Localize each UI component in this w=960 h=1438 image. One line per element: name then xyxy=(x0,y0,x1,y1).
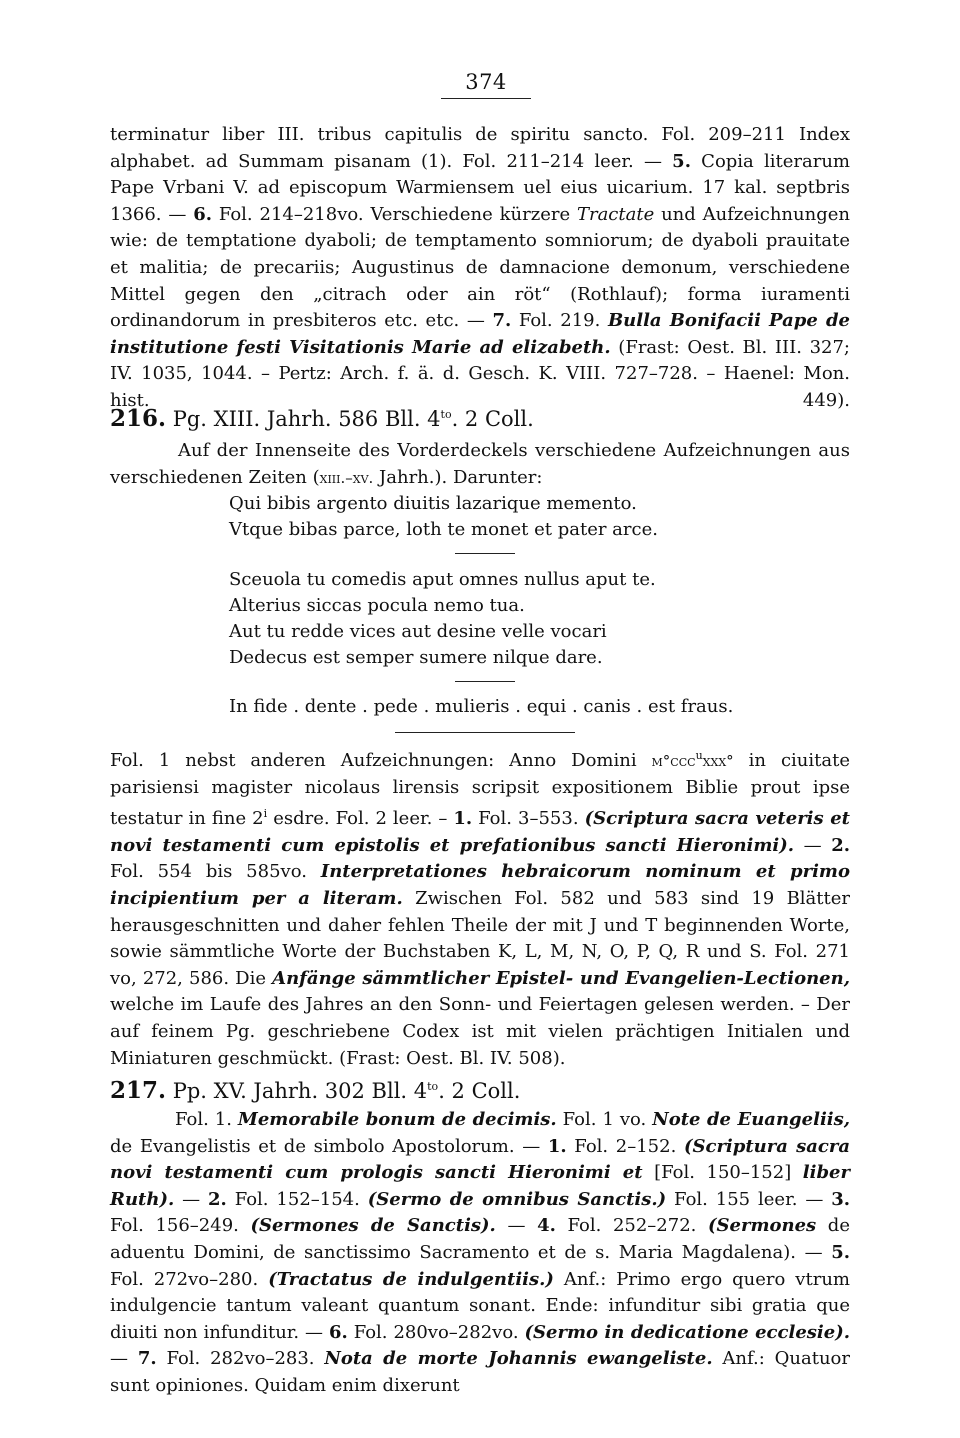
italic-term: Tractate xyxy=(576,203,655,225)
text-segment: und Aufzeichnungen wie: de temptatione dyaboli; de temptamento somniorum; de dyaboli prauitate et malitia; de precariis; Augustinus de damnacione demonum, verschiedene Mittel gegen den „citrach oder ain röt“ (Rothlauf); forma iuramenti ordinandorum in presbiteros etc. etc. — xyxy=(110,203,850,332)
entry-217-heading xyxy=(110,1073,850,1105)
text-segment: (Frast: Oest. Bl. III. 327; IV. 1035, 1044. – Pertz: Arch. f. ä. d. Gesch. K. VIII. 727–728. – Haenel: Mon. hist. 449). xyxy=(110,336,850,411)
small-caps-date: xxx° xyxy=(702,752,734,770)
text-segment: Fol. 3–553. xyxy=(472,808,585,830)
text-segment: Fol. 214–218vo. Verschiedene kürzere xyxy=(212,203,577,225)
item-number: 1. xyxy=(453,808,473,830)
text-segment: Fol. 554 bis 585vo. xyxy=(110,861,321,883)
work-title: Anfänge sämmtlicher Epistel- und Evangelien-Lectionen, xyxy=(272,967,850,989)
work-title: Bulla Bonifacii Pape de institutione festi Visitationis Marie ad elizabeth. xyxy=(110,310,850,358)
text-segment: welche im Laufe des Jahres an den Sonn- und Feiertagen gelesen werden. – Der auf feinem Pg. geschriebene Codex ist mit vielen prächtigen Initialen und Miniaturen geschmückt. (Frast: Oest. Bl. IV. 508). xyxy=(110,994,850,1069)
text-segment: Fol. 155 leer. — xyxy=(666,1188,832,1210)
text-segment: Fol. 282vo–283. xyxy=(156,1348,325,1370)
item-number: 2. xyxy=(208,1188,227,1210)
entry-216-heading xyxy=(110,401,850,433)
text-segment: Fol. 1 vo. xyxy=(556,1109,653,1130)
work-title: (Scriptura sacra veteris et novi testamenti cum epistolis et prefationibus sancti Hieronimi). xyxy=(110,808,850,856)
work-title: (Tractatus de indulgentiis.) xyxy=(268,1268,554,1290)
text-segment: terminatur liber III. tribus capitulis de spiritu sancto. Fol. 209–211 Index alphabet. ad Summam pisanam (1). Fol. 211–214 leer. — xyxy=(110,124,850,172)
text-segment: Fol. 152–154. xyxy=(226,1188,368,1210)
text-segment: de aduentu Domini, de sanctissimo Sacramento et de s. Maria Magdalena). — xyxy=(110,1215,850,1263)
page-number: 374 xyxy=(465,70,507,94)
item-number: 7. xyxy=(492,310,512,332)
entry-number: 216. xyxy=(110,405,167,432)
work-title: liber Ruth). xyxy=(110,1162,850,1210)
ordinal-superscript: i xyxy=(263,807,268,821)
small-caps-date: m°ccc xyxy=(651,752,696,770)
text-segment: Auf der Innenseite des Vorderdeckels verschiedene Aufzeichnungen aus verschiedenen Zeiten ( xyxy=(110,440,850,488)
text-segment: — xyxy=(174,1188,209,1210)
entry-216-intro xyxy=(110,438,850,491)
text-segment: — xyxy=(495,1215,538,1237)
work-title: (Sermones de Sanctis). xyxy=(250,1215,496,1237)
item-number: 6. xyxy=(328,1321,348,1343)
verse-line: Vtque bibas parce, loth te monet et pater arce. xyxy=(229,519,658,540)
entry-217-description xyxy=(110,1107,850,1400)
verse-separator xyxy=(455,553,515,554)
text-segment: — xyxy=(794,834,832,856)
item-number: 5. xyxy=(831,1241,850,1263)
item-number: 1. xyxy=(547,1135,567,1157)
text-segment: esdre. Fol. 2 leer. – xyxy=(267,808,454,830)
date-superscript: u xyxy=(695,749,703,762)
entry-216-description xyxy=(110,743,850,1072)
verse-line: In fide . dente . pede . mulieris . equi . canis . est fraus. xyxy=(229,696,734,717)
item-number: 3. xyxy=(831,1188,851,1210)
item-number: 4. xyxy=(537,1215,556,1237)
text-segment: Fol. 1. xyxy=(175,1109,238,1130)
work-title: (Sermo in dedicatione ecclesie). xyxy=(524,1321,850,1343)
text-segment: Fol. 252–272. xyxy=(555,1215,708,1237)
item-number: 2. xyxy=(831,834,850,856)
intro-paragraph xyxy=(110,122,850,415)
work-title: Memorabile bonum de decimis. xyxy=(237,1109,557,1130)
text-segment: Zwischen Fol. 582 und 583 sind 19 Blätter herausgeschnitten und daher fehlen Theile der mit J und T beginnenden Worte, sowie sämmtliche Worte der Buchstaben K, L, M, N, O, P, Q, R und S. Fol. 271 vo, 272, 586. Die xyxy=(110,887,851,989)
text-segment: Fol. 1 nebst anderen Aufzeichnungen: Anno Domini xyxy=(110,750,652,771)
section-separator xyxy=(395,732,575,733)
work-title: Interpretationes hebraicorum nominum et primo incipientium per a literam. xyxy=(110,861,850,909)
entry-heading-text: Pp. XV. Jahrh. 302 Bll. 4 xyxy=(166,1079,428,1103)
work-title: (Sermones xyxy=(708,1215,817,1237)
work-title: (Scriptura sacra novi testamenti cum prologis sancti Hieronimi et xyxy=(110,1135,850,1184)
verse-line: Alterius siccas pocula nemo tua. xyxy=(229,595,525,616)
small-caps-text: xiii.–xv. xyxy=(319,468,374,487)
format-superscript: to xyxy=(440,408,452,421)
verse-line: Aut tu redde vices aut desine velle vocari xyxy=(229,621,607,642)
verse-line: Qui bibis argento diuitis lazarique memento. xyxy=(229,493,637,514)
text-segment: Anf.: Primo ergo quero vtrum indulgencie tantum valeant quantum sonant. Ende: infunditur sibi gratia que diuiti non infunditur. — xyxy=(110,1268,850,1343)
work-title: (Sermo de omnibus Sanctis.) xyxy=(367,1188,667,1210)
entry-number: 217. xyxy=(110,1077,167,1104)
verse-separator xyxy=(455,681,515,682)
text-segment: Fol. 156–249. xyxy=(110,1215,251,1237)
text-segment: Fol. 280vo–282vo. xyxy=(347,1321,525,1343)
text-segment: — xyxy=(110,1348,138,1370)
work-title: Note de Euangeliis, xyxy=(652,1109,851,1130)
entry-heading-text: . 2 Coll. xyxy=(438,1079,521,1103)
text-segment: Anf.: Quatuor sunt opiniones. Quidam enim dixerunt xyxy=(110,1348,850,1396)
text-segment: in ciuitate parisiensi magister nicolaus lirensis scripsit expositionem Biblie prout ipse testatur in fine 2 xyxy=(110,750,850,830)
item-number: 5. xyxy=(672,150,691,172)
page-number-rule xyxy=(441,98,531,99)
verse-line: Sceuola tu comedis aput omnes nullus aput te. xyxy=(229,569,656,590)
text-segment: Copia literarum Pape Vrbani V. ad episcopum Warmiensem uel eius uicarium. 17 kal. septbris 1366. — xyxy=(110,150,850,225)
text-segment: [Fol. 150–152] xyxy=(642,1162,803,1184)
entry-heading-text: . 2 Coll. xyxy=(451,407,534,431)
text-segment: Fol. 2–152. xyxy=(566,1135,684,1157)
format-superscript: to xyxy=(427,1080,439,1093)
item-number: 6. xyxy=(193,203,212,225)
entry-heading-text: Pg. XIII. Jahrh. 586 Bll. 4 xyxy=(166,407,441,431)
text-segment: de Evangelistis et de simbolo Apostolorum. — xyxy=(110,1135,548,1157)
item-number: 7. xyxy=(137,1348,157,1370)
work-title: Nota de morte Johannis ewangeliste. xyxy=(324,1348,713,1370)
text-segment: Fol. 219. xyxy=(511,310,608,332)
verse-line: Dedecus est semper sumere nilque dare. xyxy=(229,647,603,668)
text-segment: Fol. 272vo–280. xyxy=(110,1268,269,1290)
text-segment: Jahrh.). Darunter: xyxy=(373,466,543,488)
